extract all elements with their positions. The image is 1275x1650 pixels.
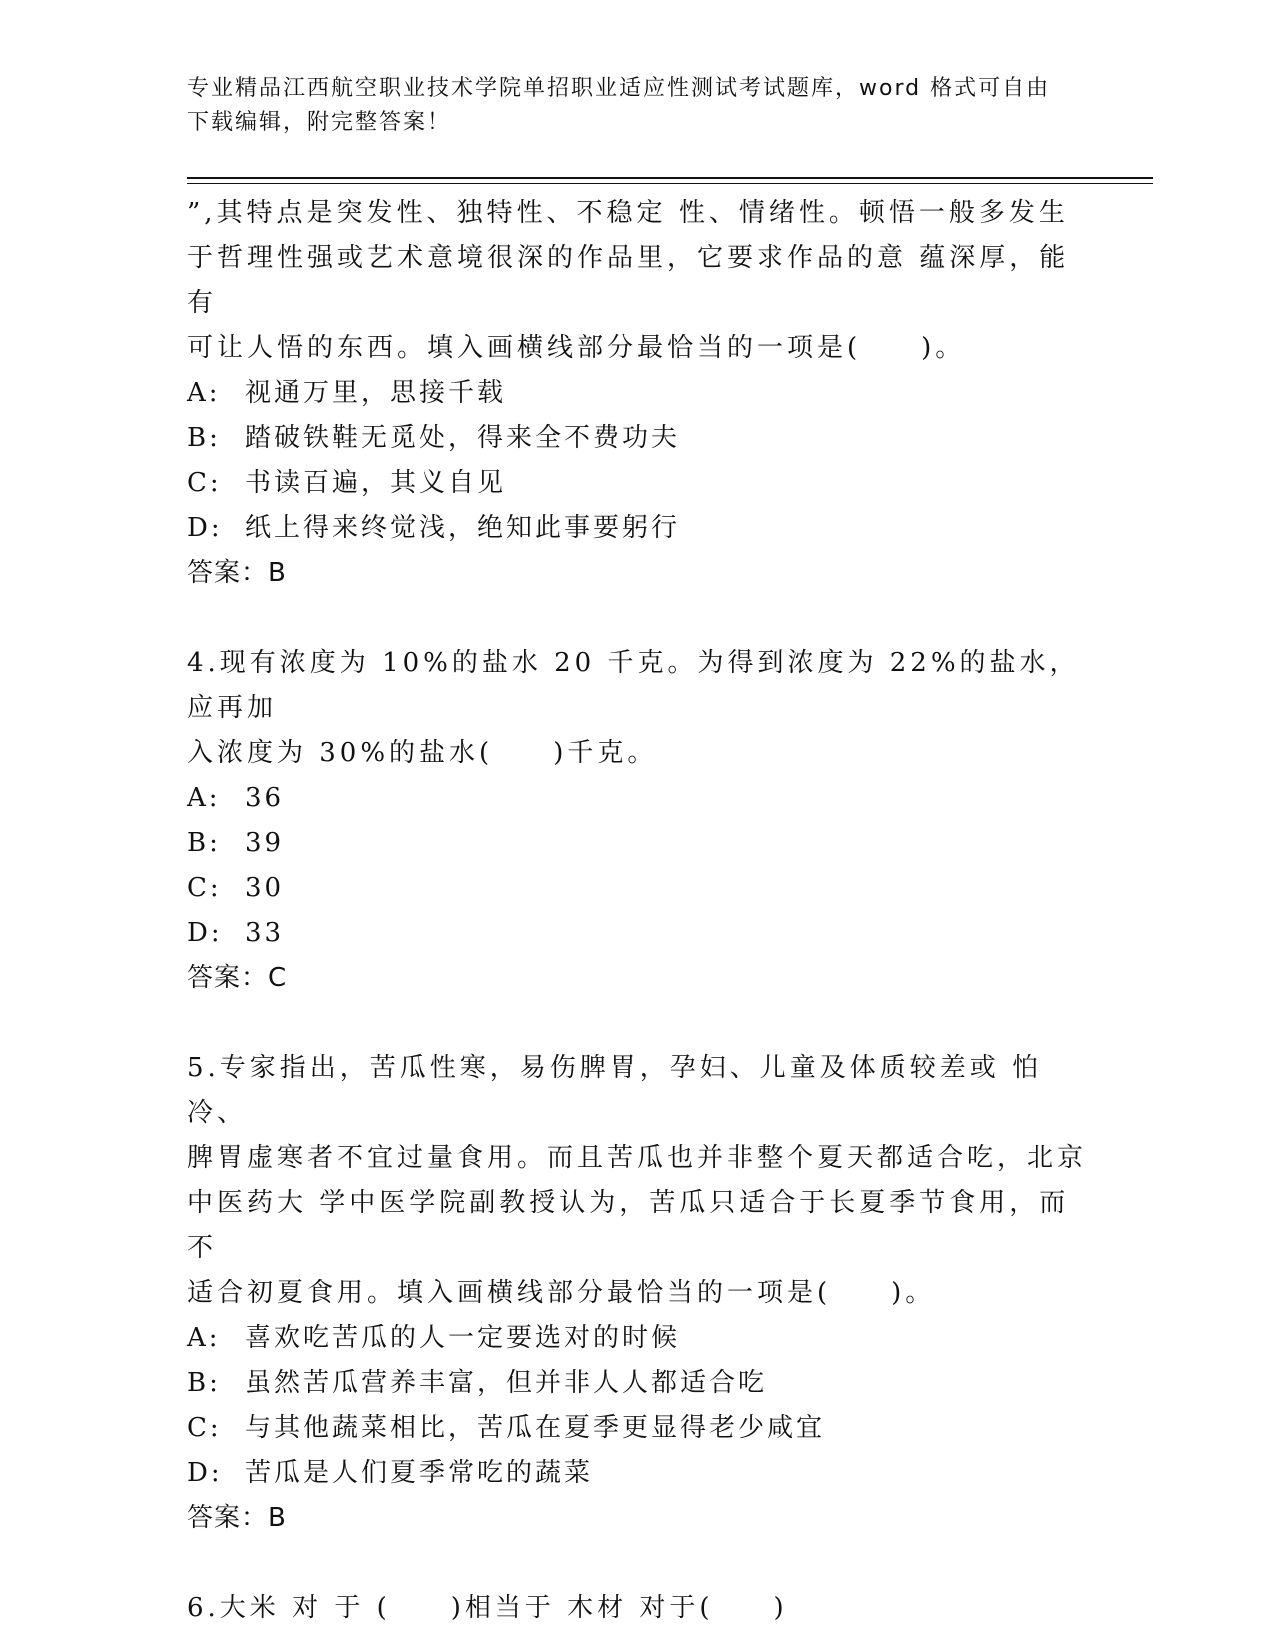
- option-key: C:: [187, 1413, 222, 1443]
- question-4-text-line: 4.现有浓度为 10%的盐水 20 千克。为得到浓度为 22%的盐水，应再加: [187, 648, 1080, 723]
- header-line-1: 专业精品江西航空职业技术学院单招职业适应性测试考试题库，word 格式可自由: [187, 76, 1051, 101]
- question-4-text-line: 入浓度为 30%的盐水( )千克。: [187, 738, 658, 768]
- question-3-option-c: [187, 461, 1087, 506]
- option-text: 30: [245, 873, 285, 903]
- header-divider-thin: [187, 183, 1153, 184]
- option-key: A:: [187, 378, 221, 408]
- question-4-option-b: [187, 821, 1087, 866]
- option-key: C:: [187, 873, 222, 903]
- header-line-2: 下载编辑，附完整答案！: [187, 110, 452, 135]
- question-5-text-line: 中医药大 学中医学院副教授认为，苦瓜只适合于长夏季节食用，而不: [187, 1188, 1070, 1263]
- question-3-text-line: 可让人悟的东西。填入画横线部分最恰当的一项是( )。: [187, 333, 966, 363]
- question-4-answer: 答案：C: [187, 963, 288, 993]
- option-text: 33: [245, 918, 285, 948]
- question-3-option-b: [187, 416, 1087, 461]
- spacer: [187, 596, 1087, 641]
- question-3-text-line: 于哲理性强或艺术意境很深的作品里，它要求作品的意 蕴深厚，能有: [187, 243, 1070, 318]
- option-text: 苦瓜是人们夏季常吃的蔬菜: [245, 1458, 594, 1488]
- option-text: 虽然苦瓜营养丰富，但并非人人都适合吃: [245, 1368, 768, 1398]
- question-3-answer: 答案：B: [187, 558, 287, 588]
- option-key: D:: [187, 513, 223, 543]
- question-4-option-d: [187, 911, 1087, 956]
- option-text: 与其他蔬菜相比，苦瓜在夏季更显得老少咸宜: [245, 1413, 826, 1443]
- option-key: B:: [187, 1368, 221, 1398]
- spacer: [187, 1001, 1087, 1046]
- question-6: [187, 1586, 1087, 1631]
- option-key: A:: [187, 783, 221, 813]
- option-key: C:: [187, 468, 222, 498]
- question-5-option-d: [187, 1451, 1087, 1496]
- question-4-option-a: [187, 776, 1087, 821]
- question-5-text-line: 5.专家指出，苦瓜性寒，易伤脾胃，孕妇、儿童及体质较差或 怕冷、: [187, 1053, 1043, 1128]
- spacer: [187, 1541, 1087, 1586]
- option-text: 踏破铁鞋无觅处，得来全不费功夫: [245, 423, 681, 453]
- option-key: D:: [187, 918, 223, 948]
- option-text: 36: [245, 783, 285, 813]
- question-3: [187, 191, 1087, 596]
- question-5-answer: 答案：B: [187, 1503, 287, 1533]
- option-text: 喜欢吃苦瓜的人一定要选对的时候: [245, 1323, 681, 1353]
- question-3-option-d: [187, 506, 1087, 551]
- question-5-text-line: 适合初夏食用。填入画横线部分最恰当的一项是( )。: [187, 1278, 936, 1308]
- question-5-option-c: [187, 1406, 1087, 1451]
- header-divider: [187, 177, 1153, 179]
- document-body: [187, 191, 1087, 1631]
- option-text: 视通万里，思接千载: [245, 378, 507, 408]
- question-3-text-line: ”,其特点是突发性、独特性、不稳定 性、情绪性。顿悟一般多发生: [187, 198, 1069, 228]
- option-text: 39: [245, 828, 285, 858]
- option-key: B:: [187, 828, 221, 858]
- option-text: 书读百遍，其义自见: [245, 468, 507, 498]
- question-5-option-a: [187, 1316, 1087, 1361]
- option-text: 纸上得来终觉浅，绝知此事要躬行: [245, 513, 681, 543]
- question-4-option-c: [187, 866, 1087, 911]
- question-6-text-line: 6.大米 对 于 ( )相当于 木材 对于( ): [187, 1593, 788, 1623]
- question-3-option-a: [187, 371, 1087, 416]
- question-5-option-b: [187, 1361, 1087, 1406]
- option-key: D:: [187, 1458, 223, 1488]
- page-header: [187, 72, 1067, 140]
- question-5: [187, 1046, 1087, 1541]
- question-4: [187, 641, 1087, 1001]
- option-key: A:: [187, 1323, 221, 1353]
- question-5-text-line: 脾胃虚寒者不宜过量食用。而且苦瓜也并非整个夏天都适合吃，北京: [187, 1143, 1088, 1173]
- option-key: B:: [187, 423, 221, 453]
